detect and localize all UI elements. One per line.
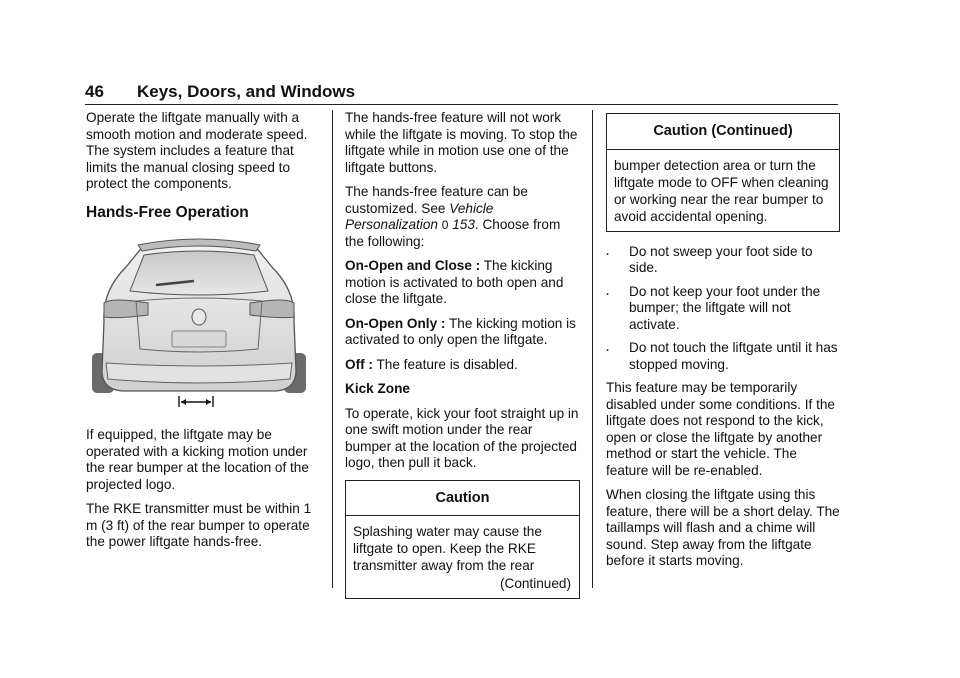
option-open-and-close: On-Open and Close : The kicking motion is activated to both open and close the liftgate. xyxy=(345,258,564,306)
caution-continued-label: (Continued) xyxy=(499,576,571,591)
paragraph-rke-distance: The RKE transmitter must be within 1 m (3 ft) of the rear bumper to operate the power liftgate hands-free. xyxy=(86,501,312,549)
column-2 xyxy=(345,110,580,611)
caution-title: Caution xyxy=(346,481,579,517)
paragraph-how-to-kick: To operate, kick your foot straight up in one swift motion under the rear bumper at the location of the projected logo, then pull it back. xyxy=(345,405,579,470)
list-item: . Do not touch the liftgate until it has stopped moving. xyxy=(606,340,838,372)
page-reference-number[interactable]: 153 xyxy=(452,217,475,232)
page-header xyxy=(85,82,838,105)
caution-body: Splashing water may cause the liftgate to open. Keep the RKE transmitter away from the rear (Continued) xyxy=(353,524,571,591)
section-title: Keys, Doors, and Windows xyxy=(137,82,356,101)
heading-hands-free-operation: Hands-Free Operation xyxy=(86,203,249,221)
bullet-mark: . xyxy=(606,245,610,258)
column-3 xyxy=(606,110,840,578)
list-item: . Do not sweep your foot side to side. xyxy=(606,243,813,275)
list-item: . Do not keep your foot under the bumper; the liftgate will not activate. xyxy=(606,283,821,332)
column-1 xyxy=(86,110,322,559)
link-vehicle-personalization[interactable]: Vehicle Personalization xyxy=(345,200,494,232)
bullet-mark: . xyxy=(606,285,610,298)
column-divider-2 xyxy=(592,110,593,588)
paragraph-manual-operation: Operate the liftgate manually with a smooth motion and moderate speed. The system includes a feature that limits the manual closing speed to protect the components. xyxy=(86,110,308,191)
paragraph-closing-delay: When closing the liftgate using this feature, there will be a short delay. The taillamps will flash and a chime will sound. Step away from the liftgate before it starts moving. xyxy=(606,487,840,568)
column-divider-1 xyxy=(332,110,333,588)
caution-box-continued xyxy=(606,113,840,232)
paragraph-customize: The hands-free feature can be customized. See Vehicle Personalization 0 153. Choose from the following: xyxy=(345,184,561,249)
paragraph-temporarily-disabled: This feature may be temporarily disabled under some conditions. If the liftgate does not respond to the kick, open or close the liftgate by another method or start the vehicle. The feature will be re-enabled. xyxy=(606,380,835,478)
page-reference-icon: 0 xyxy=(441,218,449,232)
subheading-kick-zone: Kick Zone xyxy=(345,381,410,396)
paragraph-not-while-moving: The hands-free feature will not work while the liftgate is moving. To stop the liftgate while in motion use one of the liftgate buttons. xyxy=(345,110,578,175)
bullet-mark: . xyxy=(606,342,610,354)
paragraph-kicking-motion: If equipped, the liftgate may be operated with a kicking motion under the rear bumper at the location of the projected logo. xyxy=(86,427,309,492)
page-number: 46 xyxy=(85,82,104,101)
caution-box xyxy=(345,480,580,600)
caution-continued-body: bumper detection area or turn the liftgate mode to OFF when cleaning or working near the rear bumper to avoid accidental opening. xyxy=(614,157,829,224)
vehicle-rear-illustration xyxy=(86,231,312,413)
option-open-only: On-Open Only : The kicking motion is activated to only open the liftgate. xyxy=(345,315,576,347)
caution-continued-title: Caution (Continued) xyxy=(607,114,839,150)
option-off: Off : The feature is disabled. xyxy=(345,356,518,372)
